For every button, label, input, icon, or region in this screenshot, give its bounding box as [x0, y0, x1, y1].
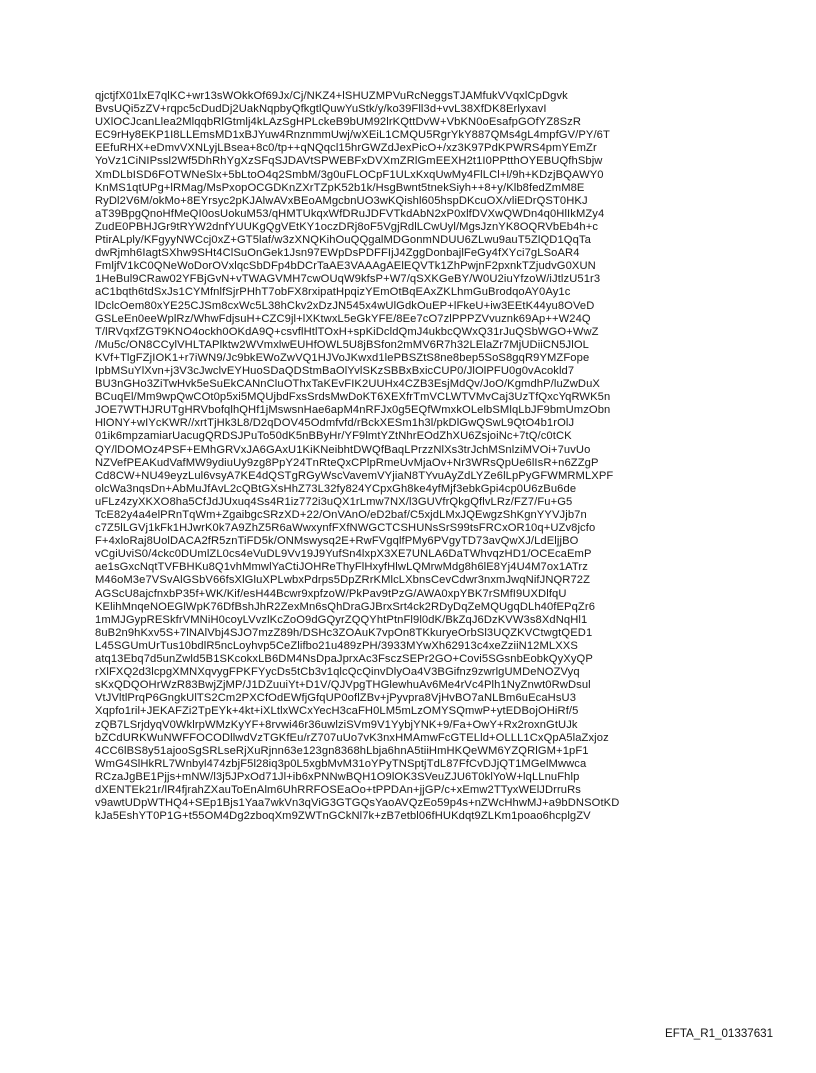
text-line: F+4xloRaj8UolDACA2fR5znTiFD5k/ONMswysq2E+RwFVgqlfPMy6PVgyTD73avQwXJ/LdEljjBO: [95, 535, 579, 548]
text-line: 1mMJGypRESkfrVMNiH0coyLVvzlKcZoO9dGQyrZQQYhtPtnFl9l0dK/BkZqJ6DzKVW3s8XdNqHl1: [95, 613, 588, 626]
text-line: /Mu5c/ON8CCylVHLTAPlktw2WVmxlwEUHfOWL5U8jBSfon2mMV6R7h32LElaZr7MjUDiiCN5JlOL: [95, 338, 589, 351]
text-line: M46oM3e7VSvAlGSbV66fsXlGluXPLwbxPdrps5DpZRrKMlcLXbnsCevCdwr3nxmJwqNifJNQR72Z: [95, 574, 591, 587]
text-line: atq13Ebq7d5unZwld5B1SKcokxLB6DM4NsDpaJprxAc3FsczSEPr2GO+Covi5SGsnbEobkQyXyQP: [95, 653, 593, 666]
text-line: aC1bqth6tdSxJs1CYMfnlfSjrPHhT7obFX8rxipatHpqizYEmOtBqEAxZKLhmGuBrodqoAY0Ay1c: [95, 286, 571, 299]
text-line: PtirALply/KFgyyNWCcj0xZ+GT5laf/w3zXNQKihOuQQgalMDGonmNDUU6ZLwu9auT5ZlQD1QqTa: [95, 234, 591, 247]
text-line: T/lRVqxfZGT9KNO4ockh0OKdA9Q+csvflHtlTOxH+spKiDcldQmJ4ukbcQWxQ31rJuQSbWGO+WwZ: [95, 325, 599, 338]
text-line: vCgiUviS0/4ckc0DUmlZL0cs4eVuDL9Vv19J9YufSn4lxpX3XE7UNLA6DaTWhvqzHD1/OCEcaEmP: [95, 548, 592, 561]
text-line: XmDLbISD6FOTWNeSlx+5bLtoO4q2SmbM/3g0uFLOCpF1ULxKxqUwMy4FlLCl+l/9h+KDzjBQAWY0: [95, 168, 604, 181]
encoded-text-block: [95, 90, 795, 823]
text-line: KVf+TlgFZjIOK1+r7iWN9/Jc9bkEWoZwVQ1HJVoJKwxd1lePBSZtS8ne8bep5SoS8gqR9YMZFope: [95, 351, 590, 364]
text-line: uFLz4zyXKXO8ha5CfJdJUxuq4Ss4R1iz772i3uQX1rLmw7NX/l3GUVfrQkgQflvLRz/FZ7/Fu+G5: [95, 495, 573, 508]
text-line: EEfuRHX+eDmvVXNLyjLBsea+8c0/tp++qNQqcl15hrGWZdJexPicO+/xz3K97PdKPWRS4pmYEmZr: [95, 142, 597, 155]
text-line: olcWa3nqsDn+AbMuJfAvL2cQBtGXsHhZ73L32fy824YCpxGh8ke4yfMjf3ebkGpi4cp0U6zBu6de: [95, 482, 577, 495]
text-line: QY/lDOMOz4PSF+EMhGRVxJA6GAxU1KiKNeibhtDWQfBaqLPrzzNlXs3trJchMSnlziMVOi+7uvUo: [95, 443, 591, 456]
text-line: aT39BpgQnoHfMeQI0osUokuM53/qHMTUkqxWfDRuJDFVTkdAbN2xP0xlfDVXwQWDn4q0HlIkMZy4: [95, 207, 605, 220]
text-line: zQB7LSrjdyqV0WklrpWMzKyYF+8rvwi46r36uwlziSVm9V1YybjYNK+9/Fa+OwY+Rx2roxnGtUJk: [95, 718, 578, 731]
text-line: Xqpfo1ril+JEKAFZi2TpEYk+4kt+iXLtlxWCxYecH3caFH0LM5mLzOMYSQmwP+ytEDBojOHiRf/5: [95, 705, 579, 718]
text-line: KnMS1qtUPg+lRMag/MsPxopOCGDKnZXrTZpK52b1k/HsgBwnt5tnekSiyh++8+y/Klb8fedZmM8E: [95, 181, 585, 194]
text-line: RyDl2V6M/okMo+8EYrsyc2pKJAlwAVxBEoAMgcbnUO3wKQishl605hspDKcuOX/vliEDrQST0HKJ: [95, 194, 588, 207]
text-line: v9awtUDpWTHQ4+SEp1Bjs1Yaa7wkVn3qViG3GTGQsYaoAVQzEo59p4s+nZWcHhwMJ+a9bDNSOtKD: [95, 797, 620, 810]
text-line: ae1sGxcNqtTVFBHKu8Q1vhMmwlYaCtiJOHReThyFlHxyfHlwLQMrwMdg8h6lE8Yj4U4M7ox1ATrz: [95, 561, 588, 574]
text-line: EC9rHy8EKP1I8LLEmsMD1xBJYuw4RnznmmUwj/wXEiL1CMQU5RgrYkY887QMs4gL4mpfGV/PY/6T: [95, 129, 610, 142]
text-line: rXlFXQ2d3lcpgXMNXqvygFPKFYycDs5tCb3v1qlcQcQinvDlyOa4V3BGifnz9zwrlgUMDeNOZVyq: [95, 666, 580, 679]
text-line: 8uB2n9hKxv5S+7lNAlVbj4SJO7mzZ89h/DSHc3ZOAuK7vpOn8TKkuryeOrbSl3UQZKVCtwgtQED1: [95, 626, 593, 639]
text-line: IpbMSuYlXvn+j3V3cJwclvEYHuoSDaQDStmBaOlYvlSKzSBBxBxicCUP0/JlOlPFU0g0vAcokld7: [95, 364, 575, 377]
text-line: ZudE0PBHJGr9tRYW2dnfYUUKgQgVEtKY1oczDRj8oF5VgjRdlLCwUyl/MgsJznYK8OQRVbEb4h+c: [95, 220, 599, 233]
text-line: Cd8CW+NU49eyzLul6vsyA7KE4dQSTgRGyWscVavemVYjiaN8TYvuAyZdLYZe6lLpPyGFWMRMLXPF: [95, 469, 614, 482]
text-line: VtJVltlPrqP6GngkUlTS2Cm2PXCfOdEWfjGfqUP0oflZBv+jPyvpra8VjHvBO7aNLBm6uEcaHsU3: [95, 692, 577, 705]
text-line: WmG4SlHkRL7Wnbyl474zbjF5l28iq3p0L5xgbMvM31oYPyTNSptjTdL87FfCvDJjQT1MGelMwwca: [95, 757, 587, 770]
text-line: RCzaJgBE1Pjjs+mNW/l3j5JPxOd71Jl+ib6xPNNwBQH1O9lOK3SVeuZJU6T0klYoW+lqLLnuFhlp: [95, 770, 580, 783]
text-line: YoVz1CiNIPssl2Wf5DhRhYgXzSFqSJDAVtSPWEBFxDVXmZRlGmEEXH2t1I0PPtthOYEBUQfhSbjw: [95, 155, 603, 168]
text-line: kJa5EshYT0P1G+t55OM4Dg2zboqXm9ZWTnGCkNl7k+zB7etbl06fHUKdqt9ZLKm1poao6hcplgZV: [95, 810, 591, 823]
text-line: lDclcOem80xYE25CJSm8cxWc5L38hCkv2xDzJN545x4wUlGdkOuEP+lFkeU+iw3EEtK44yu8OVeD: [95, 299, 595, 312]
text-line: BCuqEl/Mm9wpQwCOt0p5xi5MQUjbdFxsSrdsMwDoKT6XEXfrTmVCLWTVMvCaj3UzTfQxcYqRWK5n: [95, 391, 611, 404]
text-line: FmljfV1kC0QNeWoDorOVxlqcSbDFp4bDCrTaAE3VAAAgAElEQVTk1ZhPwjnF2pxnkTZjudvG0XUN: [95, 260, 596, 273]
text-line: JOE7WTHJRUTgHRVbofqlhQHf1jMswsnHae6apM4nRFJx0g5EQfWmxkOLelbSMlqLbJF9bmUmzObn: [95, 404, 611, 417]
text-line: TcE82y4a4elPRnTqWm+ZgaibgcSRzXD+22/OnVAnO/eD2baf/C5xjdLMxJQEwgzShKgnYYVJjb7n: [95, 509, 587, 521]
text-line: sKxQDQOHrWzR83BwjZjMP/J1DZuuiYt+D1V/QJVpgTHGlewhuAv6Me4rVc4Plh1NyZnwt0RwDsul: [95, 679, 591, 692]
text-line: BvsUQi5zZV+rqpc5cDudDj2UakNqpbyQfkgtlQuwYuStk/y/ko39Fll3d+vvL38XfDK8ErlyxavI: [95, 103, 547, 116]
text-line: KElihMnqeNOEGlWpK76DfBshJhR2ZexMn6sQhDraGJBrxSrt4ck2RDyDqZeMQUgqDLh40fEPqZr6: [95, 600, 596, 613]
text-line: bZCdURKWuNWFFOCODllwdVzTGKfEu/rZ707uUo7vK3nxHMAmwFcGTELld+OLLL1CxQpA5laZxjoz: [95, 731, 609, 744]
text-line: c7Z5lLGVj1kFk1HJwrK0k7A9ZhZ5R6aWwxynfFXfNWGCTCSHUNsSrS99tsFRCxOR10q+UZv8jcfo: [95, 522, 596, 535]
text-line: 4CC6lBS8y51ajooSgSRLseRjXuRjnn63e123gn8368hLbja6hnA5tiiHmHKQeWM6YZQRlGM+1pF1: [95, 744, 589, 757]
text-line: dwRjmh6IagtSXhw9SHt4ClSuOnGek1Jsn97EWpDsPDFFIjJ4ZggDonbajlFeGy4fXYci7gLSoAR4: [95, 247, 580, 260]
text-line: L45SGUmUrTus10bdlR5ncLoyhvp5CeZlifbo21u489zPH/3933MYwXh62913c4xeZziiN12MLXXS: [95, 639, 578, 652]
text-line: 01ik6mpzamiarUacugQRDSJPuTo50dK5nBByHr/YF9lmtYZtNhrEOdZhXU6ZsjoiNc+7tQ/c0tCK: [95, 430, 572, 443]
text-line: AGScU8ajcfnxbP35f+WK/Kif/esH44Bcwr9xpfzoW/PkPav9tPzG/AWA0xpYBK7rSMfI9UXDlfqU: [95, 587, 567, 600]
text-line: HlONY+wIYcKWR//xrtTjHk3L8/D2qDOV45Odmfvfd/rBckXESm1h3l/pkDlGwQSwL9QtO4b1rOlJ: [95, 417, 575, 430]
text-line: UXlOCJcanLlea2MlqqbRlGtmlj4kLAzSgHPLckeB9bUM92lrKQttDvW+VbKN0oEsafpGOfYZ8SzR: [95, 116, 582, 129]
text-line: qjctjfX01lxE7qlKC+wr13sWOkkOf69Jx/Cj/NKZ4+lSHUZMPVuRcNeggsTJAMfukVVqxlCpDgvk: [95, 90, 568, 102]
text-line: GSLeEn0eeWplRz/WhwFdjsuH+CZC9jl+lXKtwxL5eGkYFE/8Ee7cO7zlPPPZVvuznk69Ap++W24Q: [95, 312, 591, 325]
text-line: BU3nGHo3ZiTwHvk5eSuEkCANnCluOThxTaKEvFIK2UUHx4CZB3EsjMdQv/JoO/KgmdhP/luZwDuX: [95, 378, 600, 391]
text-line: dXENTEk21r/lR4fjrahZXauToEnAlm6UhRRFOSEaOo+tPPDAn+jjGP/c+xEmw2TTyxWElJDrruRs: [95, 783, 582, 796]
document-id: EFTA_R1_01337631: [665, 1027, 774, 1040]
text-line: 1HeBul9CRaw02YFBjGvN+vTWAGVMH7cwOUqW9kfsP+W7/qSXKGeBY/W0U2iuYfzoW/iJtlzU51r3: [95, 273, 601, 286]
text-line: NZVefPEAKudVafMW9ydiuUy9zg8PpY24TnRteQxCPlpRmeUvMjaOv+Nr3WRsQpUe6lIsR+n6ZZgP: [95, 456, 599, 469]
